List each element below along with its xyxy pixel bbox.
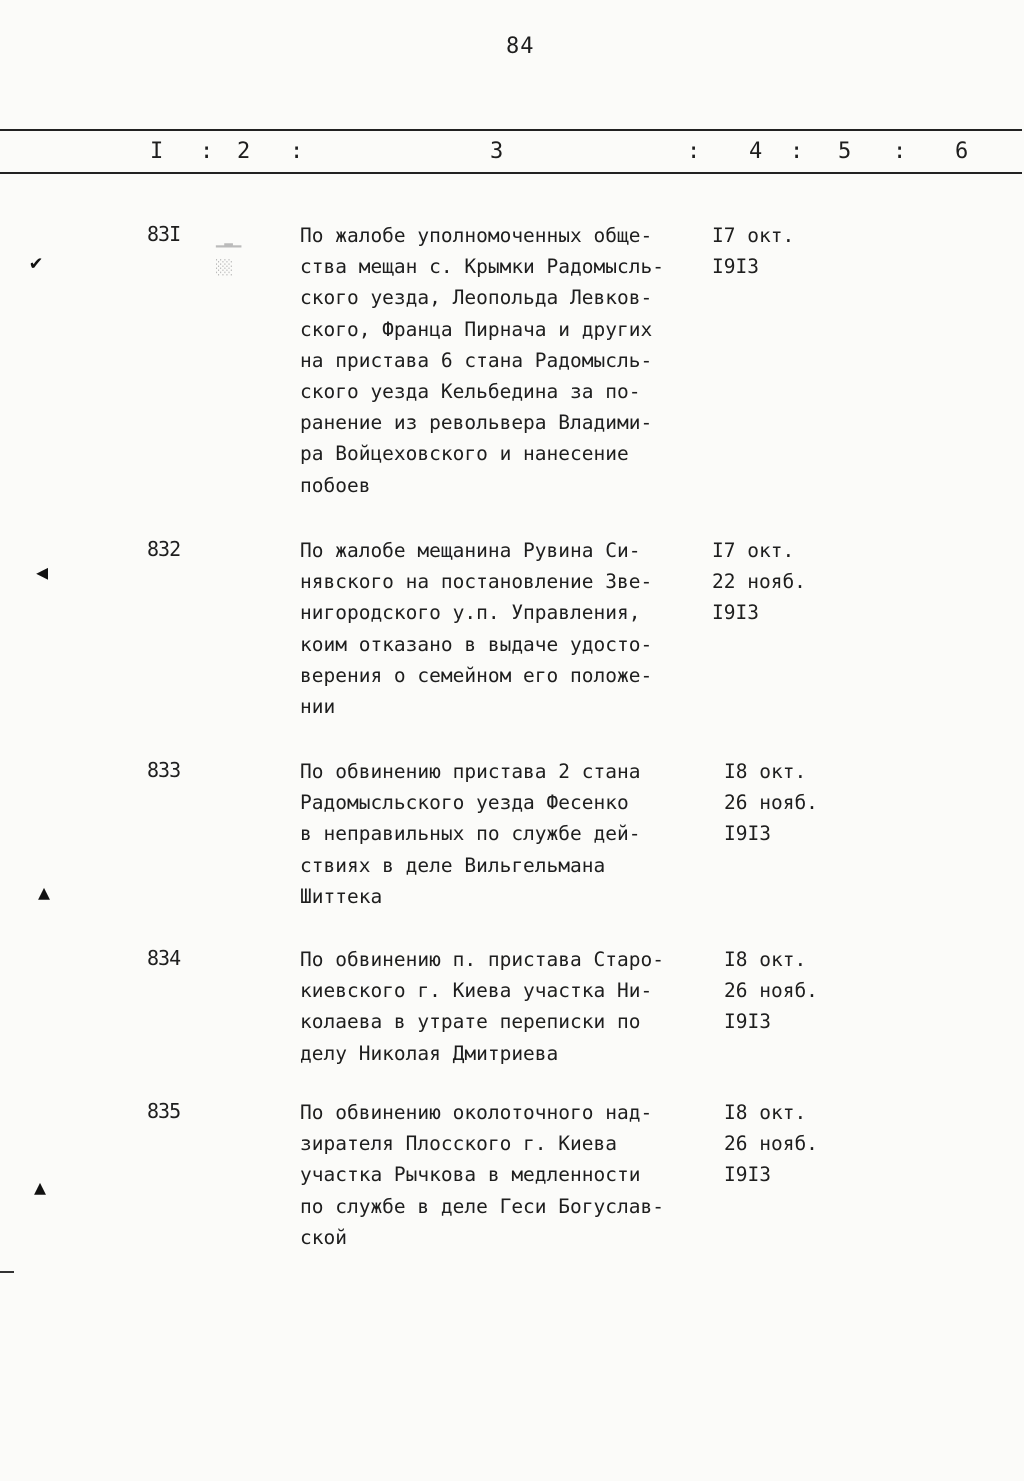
header-top-rule	[0, 129, 1022, 131]
entry-dates: I8 окт. 26 нояб. I9I3	[724, 1101, 818, 1187]
column-separator: :	[893, 139, 907, 164]
column-header-3: 3	[490, 139, 504, 164]
margin-tick-mark-icon: ▲	[38, 880, 51, 904]
column-separator: :	[200, 139, 214, 164]
entry-description: По жалобе уполномоченных обще- ства мещан с. Крымки Радомысль- ского уезда, Леопольда Левков- ского, Франца Пирнача и других на пристава 6 стана Радомысль- ского уезда Кельбедина за по- ранение из револьвера Владими- ра Войцеховского и нанесение побоев	[300, 224, 664, 497]
entry-description: По обвинению п. пристава Старо- киевского г. Киева участка Ни- колаева в утрате переписки по делу Николая Дмитриева	[300, 948, 664, 1065]
entry-number: 834	[147, 946, 181, 970]
column-header-4: 4	[749, 139, 763, 164]
entry-dates: I8 окт. 26 нояб. I9I3	[724, 760, 818, 846]
entry-number: 83I	[147, 222, 181, 246]
column-separator: :	[290, 139, 304, 164]
column-header-6: 6	[955, 139, 969, 164]
column-header-1: I	[150, 139, 164, 164]
margin-tick-mark-icon: ▲	[34, 1175, 47, 1199]
entry-dates: I8 окт. 26 нояб. I9I3	[724, 948, 818, 1034]
column-header-5: 5	[838, 139, 852, 164]
margin-tick-mark-icon: ✔	[30, 250, 43, 274]
entry-description: По жалобе мещанина Рувина Си- нявского на постановление Зве- нигородского у.п. Управления, коим отказано в выдаче удосто- верения о семейном его положе- нии	[300, 539, 653, 719]
margin-tick-mark-icon: ◀	[36, 560, 49, 584]
column-separator: :	[790, 139, 804, 164]
column-separator: :	[687, 139, 701, 164]
header-bottom-rule	[0, 172, 1022, 174]
edge-mark	[0, 1271, 14, 1273]
entry-number: 832	[147, 537, 181, 561]
entry-number: 835	[147, 1099, 181, 1123]
entry-dates: I7 окт. 22 нояб. I9I3	[712, 539, 806, 625]
entry-number: 833	[147, 758, 181, 782]
entry-description: По обвинению пристава 2 стана Радомысльского уезда Фесенко в неправильных по службе дей- ствиях в деле Вильгельмана Шиттека	[300, 760, 641, 908]
page-number: 84	[506, 34, 535, 59]
entry-dates: I7 окт. I9I3	[712, 224, 795, 279]
column-header-2: 2	[237, 139, 251, 164]
faded-stamp: ▁▂▁ ░░	[216, 232, 242, 276]
entry-description: По обвинению околоточного над- зирателя Плосского г. Киева участка Рычкова в медленности по службе в деле Геси Богуслав- ской	[300, 1101, 664, 1249]
